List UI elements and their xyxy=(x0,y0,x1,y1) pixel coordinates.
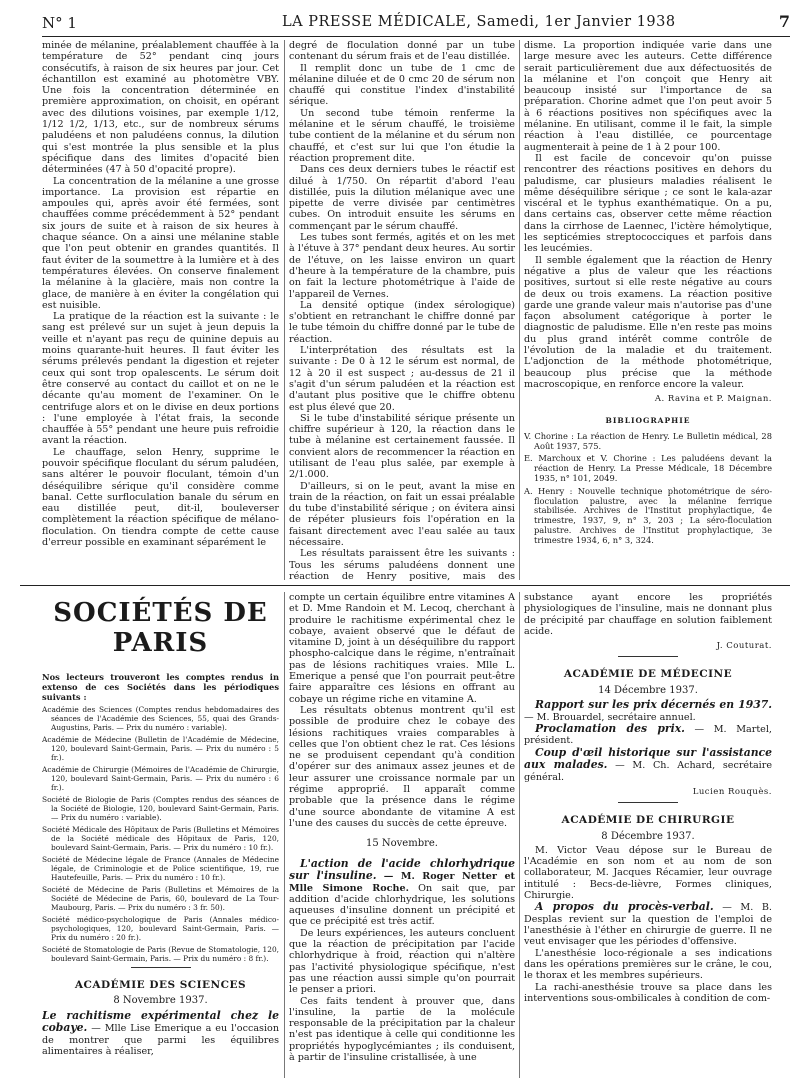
society-entry: Académie de Chirurgie (Mémoires de l'Académie de Chirurgie, 120, boulevard Saint-Germain, Paris. — Prix du numéro : 6 fr.). xyxy=(42,765,279,792)
academy-title: ACADÉMIE DES SCIENCES xyxy=(74,979,247,991)
author-signature: J. Couturat. xyxy=(716,641,772,652)
societes-column xyxy=(42,590,279,1080)
paragraph: La pratique de la réaction est la suivante : le sang est prélevé sur un sujet à jeun depuis la veille et n'ayant pas reçu de quinine depuis au moins quarante-huit heures. Il faut éviter les sérums prélevés pendant la digestion et rejeter ceux qui sont trop opalescents. Le sérum doit être conservé au contact du caillot et on ne le décante qu'au moment de l'examiner. On le centrifuge alors et on le divise en deux portions : l'une employée à l'état frais, la seconde chauffée à 55° pendant une heure puis refroidie avant la réaction. xyxy=(42,311,279,447)
issue-number: N° 1 xyxy=(42,14,77,32)
session-date: 8 Novembre 1937. xyxy=(113,995,208,1007)
societes-intro: Nos lecteurs trouveront les comptes rendus in extenso de ces Sociétés dans les périodiques suivants : xyxy=(42,672,279,702)
paragraph: Il remplit donc un tube de 1 cmc de mélanine diluée et de 0 cmc 20 de sérum non chauffé qui constitue l'index d'instabilité sérique. xyxy=(289,62,515,108)
bibliography-entry: A. Henry : Nouvelle technique photométrique de séro-floculation palustre, avec la mélanine ferrique stabilisée. Archives de l'Institut prophylactique, 4e trimestre, 1937, 9, n° 3, 203 ; La séro-floculation palustre. Archives de l'Institut prophylactique, 3e trimestre 1934, 6, n° 3, 324. xyxy=(524,485,772,545)
bibliography-entry: V. Chorine : La réaction de Henry. Le Bulletin médical, 28 Août 1937, 575. xyxy=(524,430,772,451)
paragraph: On sait que, par addition d'acide chlorhydrique, les solutions aqueuses d'insuline donnent un précipité et que ce précipité est très actif. xyxy=(289,882,515,928)
paragraph: compte un certain équilibre entre vitamines A et D. Mme Randoin et M. Lecoq, cherchant à produire le rachitisme expérimental chez le cobaye, avaient observé que le défaut de vitamine D, joint à un déséquilibre du rapport phospho-calcique dans le régime, n'entraînait pas de lésions rachitiques vraies. Mlle L. Emerique a pensé que l'on pourrait peut-être faire apparaître ces lésions en offrant au cobaye un régime riche en vitamine A. xyxy=(289,592,515,705)
separator-line xyxy=(131,967,191,968)
communication-text: — M. Brouardel, secrétaire annuel. xyxy=(524,711,696,723)
paragraph: degré de floculation donné par un tube contenant du sérum frais et de l'eau distillée. xyxy=(289,40,515,63)
communication-title: Coup d'œil historique sur l'assistance aux malades. xyxy=(524,745,772,772)
column-rule xyxy=(519,40,520,580)
paragraph: Le chauffage, selon Henry, supprime le pouvoir spécifique floculant du sérum paludéen, sans altérer le pouvoir floculant, témoin d'un déséquilibre sérique qu'il considère comme banal. Cette surfloculation banale du sérum en eau distillée peut, dit-il, bouleverser complètement la réaction spécifique de mélano-floculation. On tiendra compte de cette cause d'erreur possible en examinant séparément le xyxy=(42,446,279,549)
session-date: 15 Novembre. xyxy=(365,838,438,850)
communication-title: Rapport sur les prix décernés en 1937. xyxy=(535,698,772,712)
communication-text: — M. Martel, président. xyxy=(524,723,772,747)
paragraph: M. Victor Veau dépose sur le Bureau de l'Académie en son nom et au nom de son collaborateur, M. Jacques Récamier, leur ouvrage intitulé : Becs-de-lièvre, Formes cliniques, Chirurgie. xyxy=(524,844,772,902)
paragraph: Il est facile de concevoir qu'on puisse rencontrer des réactions positives en dehors du paludisme, car plusieurs maladies réalisent le même déséquilibre sérique ; ce sont le kala-azar viscéral et le typhus exanthématique. On a pu, dans certains cas, observer cette même réaction dans la cirrhose de Laennec, l'ictère hémolytique, les septicémies streptococciques et parfois dans les leucémies. xyxy=(524,152,772,255)
paragraph: Si le tube d'instabilité sérique présente un chiffre supérieur à 120, la réaction dans le tube à mélanine est certainement faussée. Il convient alors de recommencer la réaction en utilisant de l'eau plus salée, par exemple à 2/1.000. xyxy=(289,412,515,481)
society-entry: Société de Médecine de Paris (Bulletins et Mémoires de la Société de Médecine de Paris, 60, boulevard de La Tour-Maubourg, Paris. — Prix du numéro : 3 fr. 50). xyxy=(42,885,279,912)
paragraph: Ces faits tendent à prouver que, dans l'insuline, la partie de la molécule responsable de la précipitation par la chaleur n'est pas identique à celle qui conditionne les propriétés hypoglycémiantes ; ils conduisent, à partir de l'insuline cristallisée, à une xyxy=(289,995,515,1063)
paragraph: La densité optique (index sérologique) s'obtient en retranchant le chiffre donné par le tube témoin du chiffre donné par le tube de réaction. xyxy=(289,299,515,345)
paragraph: minée de mélanine, préalablement chauffée à la température de 52° pendant cinq jours consécutifs, à raison de six heures par jour. Cet échantillon est examiné au photomètre VBY. Une fois la concentration déterminée en première approximation, on choisit, en opérant avec des dilutions voisines, par exemple 1/12, 1/12 1/2, 1/13, etc., sur de nombreux sérums paludéens et non paludéens connus, la dilution qui s'est montrée la plus sensible et la plus spécifique dans des limites d'opacité bien déterminées (47 à 50 d'opacité propre). xyxy=(42,40,279,176)
societes-column-3 xyxy=(524,592,772,1080)
communication-text: — M. B. Desplas revient sur la question de l'emploi de l'anesthésie à l'éther en chirurgie de guerre. Il ne veut envisager que les périodes d'offensive. xyxy=(524,902,772,948)
separator-line xyxy=(618,802,678,803)
academy-title: ACADÉMIE DE MÉDECINE xyxy=(563,668,733,681)
paragraph: Les tubes sont fermés, agités et on les met à l'étuve à 37° pendant deux heures. Au sortir de l'étuve, on les laisse environ un quart d'heure à la température de la chambre, puis on fait la lecture photométrique à l'aide de l'appareil de Vernes. xyxy=(289,232,515,300)
paragraph: La concentration de la mélanine a une grosse importance. La provision est répartie en ampoules qui, après avoir été fermées, sont chauffées comme précédemment à 52° pendant six jours de suite et à raison de six heures à chaque séance. On a ainsi une mélanine stable que l'on peut obtenir en grandes quantités. Il faut éviter de la soumettre à la lumière et à des températures élevées. On conserve finalement la mélanine à la glacière, mais non contre la glace, de manière à en éviter la congélation qui est nuisible. xyxy=(42,175,279,311)
communication-title: Le rachitisme expérimental chez le cobaye. xyxy=(42,1008,279,1035)
society-entry: Académie des Sciences (Comptes rendus hebdomadaires des séances de l'Académie des Sciences, 55, quai des Grands-Augustins, Paris. — Prix du numéro : variable). xyxy=(42,705,279,732)
column-rule xyxy=(519,592,520,1078)
communication-text: — M. Ch. Achard, secrétaire général. xyxy=(524,760,772,783)
page-number: 7 xyxy=(778,12,790,31)
bibliography-entry: E. Marchoux et V. Chorine : Les paludéens devant la réaction de Henry. La Presse Médicale, 18 Décembre 1935, n° 101, 2049. xyxy=(524,453,772,483)
page-header xyxy=(42,10,790,37)
section-title: SOCIÉTÉS DE PARIS xyxy=(53,598,268,658)
session-date: 14 Décembre 1937. xyxy=(598,684,698,696)
paragraph: L'interprétation des résultats est la suivante : De 0 à 12 le sérum est normal, de 12 à 20 il est suspect ; au-dessus de 21 il s'agit d'un sérum paludéen et la réaction est d'autant plus positive que le chiffre obtenu est plus élevé que 20. xyxy=(289,345,515,413)
paragraph: Les résultats obtenus montrent qu'il est possible de produire chez le cobaye des lésions rachitiques vraies comparables à celles que l'on obtient chez le rat. Ces lésions ne se produisent cependant qu'à condition d'opérer sur des animaux assez jeunes et de leur assurer une croissance normale par un régime approprié. Il apparaît comme probable que la présence dans le régime d'une source abondante de vitamine A est l'une des causes du succès de cette épreuve. xyxy=(289,704,515,829)
communication-title: Proclamation des prix. xyxy=(535,721,685,735)
author-signature: Lucien Rouquès. xyxy=(692,786,772,797)
article-column-2 xyxy=(289,40,515,582)
paragraph: L'anesthésie loco-régionale a ses indications dans les opérations premières sur le crâne, le cou, le thorax et les membres supérieurs. xyxy=(524,947,772,982)
paragraph: La rachi-anesthésie trouve sa place dans les interventions sous-ombilicales à condition de com- xyxy=(524,981,772,1004)
communication-text: — Mlle Lise Emerique a eu l'occasion de montrer que parmi les équilibres alimentaires à réaliser, xyxy=(42,1023,279,1057)
bibliography-title: BIBLIOGRAPHIE xyxy=(605,415,691,425)
separator-line xyxy=(618,656,678,657)
session-date: 8 Décembre 1937. xyxy=(601,830,695,842)
paragraph: substance ayant encore les propriétés physiologiques de l'insuline, mais ne donnant plus de précipité par chauffage en solution faiblement acide. xyxy=(524,592,772,637)
article-column-1 xyxy=(42,40,279,582)
masthead-title: LA PRESSE MÉDICALE, Samedi, 1er Janvier 1938 xyxy=(282,14,676,30)
academy-title: ACADÉMIE DE CHIRURGIE xyxy=(561,814,735,827)
society-entry: Société de Biologie de Paris (Comptes rendus des séances de la Société de Biologie, 120, boulevard Saint-Germain, Paris. — Prix du numéro : variable). xyxy=(42,795,279,822)
paragraph: Les résultats paraissent être les suivants : Tous les sérums paludéens donnent une réaction de Henry positive, mais des xyxy=(289,548,515,582)
section-divider xyxy=(20,585,790,586)
paragraph: disme. La proportion indiquée varie dans une large mesure avec les auteurs. Cette différence serait particulièrement due aux défectuosités de la mélanine et l'on conçoit que Henry ait beaucoup insisté sur l'importance de sa préparation. Chorine admet que l'on peut avoir 5 à 6 réactions positives non spécifiques avec la mélanine. En utilisant, comme il le fait, la simple réaction à l'eau distillée, ce pourcentage augmenterait à peine de 1 à 2 pour 100. xyxy=(524,40,772,153)
societes-column-2 xyxy=(289,592,515,1080)
society-entry: Société Médicale des Hôpitaux de Paris (Bulletins et Mémoires de la Société médicale des Hôpitaux de Paris, 120, boulevard Saint-Germain, Paris. — Prix du numéro : 10 fr.). xyxy=(42,825,279,852)
paragraph: D'ailleurs, si on le peut, avant la mise en train de la réaction, on fait un essai préalable du tube d'instabilité sérique ; on évitera ainsi de répéter plusieurs fois l'opération en la faisant directement avec l'eau salée au taux nécessaire. xyxy=(289,480,515,549)
paragraph: Il semble également que la réaction de Henry négative a plus de valeur que les réactions positives, surtout si elle reste négative au cours de deux ou trois examens. La réaction positive garde une grande valeur mais n'autorise pas d'une façon absolument catégorique à porter le diagnostic de paludisme. Elle n'en reste pas moins du plus grand intérêt comme contrôle de l'évolution de la maladie et du traitement. L'adjonction de la méthode photométrique, beaucoup plus précise que la méthode macroscopique, en renforce encore la valeur. xyxy=(524,254,772,390)
society-entry: Société de Médecine légale de France (Annales de Médecine légale, de Criminologie et de Police scientifique, 19, rue Hautefeuille, Paris. — Prix du numéro : 10 fr.). xyxy=(42,855,279,882)
paragraph: Dans ces deux derniers tubes le réactif est dilué à 1/750. On répartit d'abord l'eau distillée, puis la dilution mélanique avec une pipette de verre divisée par centimètres cubes. On introduit ensuite les sérums en commençant par le sérum chauffé. xyxy=(289,164,515,232)
column-rule xyxy=(284,592,285,1078)
society-entry: Académie de Médecine (Bulletin de l'Académie de Médecine, 120, boulevard Saint-Germain, Paris. — Prix du numéro : 5 fr.). xyxy=(42,735,279,762)
communication-title: A propos du procès-verbal. xyxy=(535,900,714,914)
author-signature: A. Ravina et P. Maignan. xyxy=(654,394,772,405)
communication-title: L'action de l'acide chlorhydrique sur l'insuline. xyxy=(289,856,515,883)
paragraph: De leurs expériences, les auteurs concluent que la réaction de précipitation par l'acide chlorhydrique à froid, réaction qui n'altère pas l'activité physiologique spécifique, n'est pas une réaction aussi simple qu'on pourrait le penser a priori. xyxy=(289,927,515,996)
society-entry: Société médico-psychologique de Paris (Annales médico-psychologiques, 120, boulevard Saint-Germain, Paris. — Prix du numéro : 20 fr.). xyxy=(42,915,279,942)
column-rule xyxy=(284,40,285,580)
communication-authors: — M. Roger Netter et Mlle Simone Roche. xyxy=(289,871,515,894)
article-column-3 xyxy=(524,40,772,582)
society-entry: Société de Stomatologie de Paris (Revue de Stomatologie, 120, boulevard Saint-Germain, Paris. — Prix du numéro : 8 fr.). xyxy=(42,945,279,963)
paragraph: Un second tube témoin renferme la mélanine et le sérum chauffé, le troisième tube contient de la mélanine et du sérum non chauffé, et c'est sur lui que l'on étudie la réaction proprement dite. xyxy=(289,107,515,164)
